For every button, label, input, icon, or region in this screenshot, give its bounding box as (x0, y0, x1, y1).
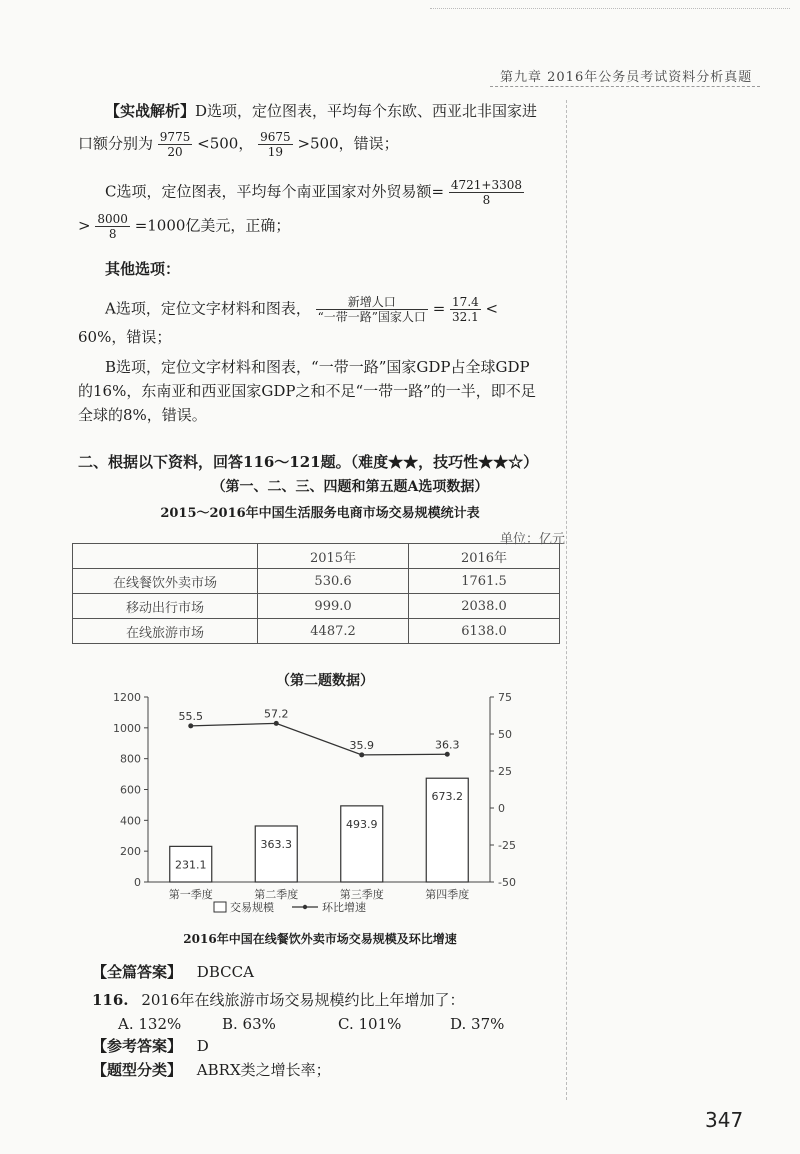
b-option-line1: B选项，定位文字材料和图表，“一带一路”国家GDP占全球GDP (105, 358, 530, 376)
x-tick-label: 第三季度 (339, 888, 384, 901)
table-title: 2015～2016年中国生活服务电商市场交易规模统计表 (160, 506, 480, 521)
y2-tick-label: -50 (498, 876, 516, 889)
others-title: 其他选项： (105, 260, 181, 278)
growth-line (191, 723, 448, 755)
y-tick-label: 800 (120, 752, 141, 766)
all-answers: 【全篇答案】 DBCCA (92, 963, 254, 981)
table-header-row: 2015年 2016年 (73, 544, 560, 569)
reference-answer: 【参考答案】 D (92, 1037, 209, 1055)
option-c: C. 101% (338, 1015, 402, 1033)
legend-bar-label: 交易规模 (230, 901, 274, 914)
bar-label: 231.1 (175, 858, 207, 872)
legend-line-label: 环比增速 (322, 901, 366, 914)
option-a: A. 132% (118, 1015, 182, 1033)
c-fraction-1: $\frac{4721+3308}{8}$ (450, 178, 522, 207)
chart-title: 2016年中国在线餐饮外卖市场交易规模及环比增速 (183, 932, 457, 946)
y2-tick-label: -25 (498, 839, 516, 852)
section-subtitle: （第一、二、三、四题和第五题A选项数据） (211, 479, 489, 495)
growth-point (274, 721, 279, 726)
option-b: B. 63% (222, 1015, 276, 1033)
table-row: 在线餐饮外卖市场 530.6 1761.5 (73, 569, 560, 594)
b-option-line3: 全球的8%，错误。 (78, 406, 207, 424)
bar-2 (255, 826, 297, 882)
y-tick-label: 600 (120, 783, 141, 797)
y2-tick-label: 0 (498, 802, 505, 815)
legend-bar-swatch (214, 902, 226, 912)
y-tick-label: 0 (134, 876, 141, 889)
question-116: 116. 2016年在线旅游市场交易规模约比上年增加了： (92, 991, 465, 1009)
section-title: 二、根据以下资料，回答116～121题。（难度★★，技巧性★★☆） (78, 453, 539, 471)
x-tick-label: 第一季度 (168, 888, 213, 901)
c-option-line1: C选项，定位图表，平均每个南亚国家对外贸易额= $\frac{4721+3308}{8}$ (105, 178, 522, 207)
option-d: D. 37% (450, 1015, 505, 1033)
growth-point (445, 752, 450, 757)
d-fraction-2: $\frac{9675}{19}$ (260, 130, 291, 159)
question-type: 【题型分类】 ABRX类之增长率； (92, 1061, 331, 1079)
c-option-line2: > $\frac{8000}{8}$ =1000亿美元，正确； (78, 212, 291, 241)
legend-line-marker (303, 905, 307, 909)
analysis-tag: 【实战解析】 (105, 102, 196, 120)
bar-label: 493.9 (346, 817, 378, 831)
table-unit: 单位：亿元 (500, 532, 566, 547)
bar-label: 673.2 (431, 790, 463, 804)
d-option-line2: 口额分别为 $\frac{9775}{20}$ <500， $\frac{9675}{19}$ >500，错误； (78, 130, 399, 159)
bar-label: 363.3 (260, 837, 292, 851)
d-intro: D选项，定位图表，平均每个东欧、西亚北非国家进 (195, 102, 538, 120)
y-tick-label: 200 (120, 845, 141, 859)
x-tick-label: 第四季度 (425, 888, 470, 901)
a-option-line1: A选项，定位文字材料和图表， $\frac{\text{新增人口}}{\text{“一带一路”国家人口}}$ = $\frac{17.4}{32.1}$ < (105, 295, 499, 324)
growth-label: 57.2 (264, 707, 289, 721)
a-fraction-2: $\frac{17.4}{32.1}$ (452, 295, 479, 324)
growth-label: 55.5 (178, 709, 203, 723)
a-fraction-1: $\frac{\text{新增人口}}{\text{“一带一路”国家人口}}$ (317, 295, 426, 324)
d-fraction-1: $\frac{9775}{20}$ (159, 130, 191, 159)
y-tick-label: 1200 (113, 691, 141, 704)
growth-point (359, 752, 364, 757)
y-tick-label: 1000 (113, 721, 141, 735)
page-number: 347 (705, 1108, 744, 1132)
growth-label: 35.9 (349, 738, 374, 752)
b-option-line2: 的16%，东南亚和西亚国家GDP之和不足“一带一路”的一半，即不足 (78, 382, 536, 400)
table-row: 移动出行市场 999.0 2038.0 (73, 594, 560, 619)
running-head: 第九章 2016年公务员考试资料分析真题 (500, 70, 753, 85)
a-option-line2: 60%，错误； (78, 328, 172, 346)
y-tick-label: 400 (120, 814, 141, 828)
x-tick-label: 第二季度 (254, 888, 299, 901)
c-fraction-2: $\frac{8000}{8}$ (97, 212, 128, 241)
y2-tick-label: 50 (498, 728, 512, 741)
table-row: 在线旅游市场 4487.2 6138.0 (73, 619, 560, 644)
y2-tick-label: 75 (498, 691, 512, 704)
chart-caption-top: （第二题数据） (276, 673, 374, 689)
growth-point (188, 723, 193, 728)
y2-tick-label: 25 (498, 765, 512, 778)
growth-label: 36.3 (435, 738, 460, 752)
